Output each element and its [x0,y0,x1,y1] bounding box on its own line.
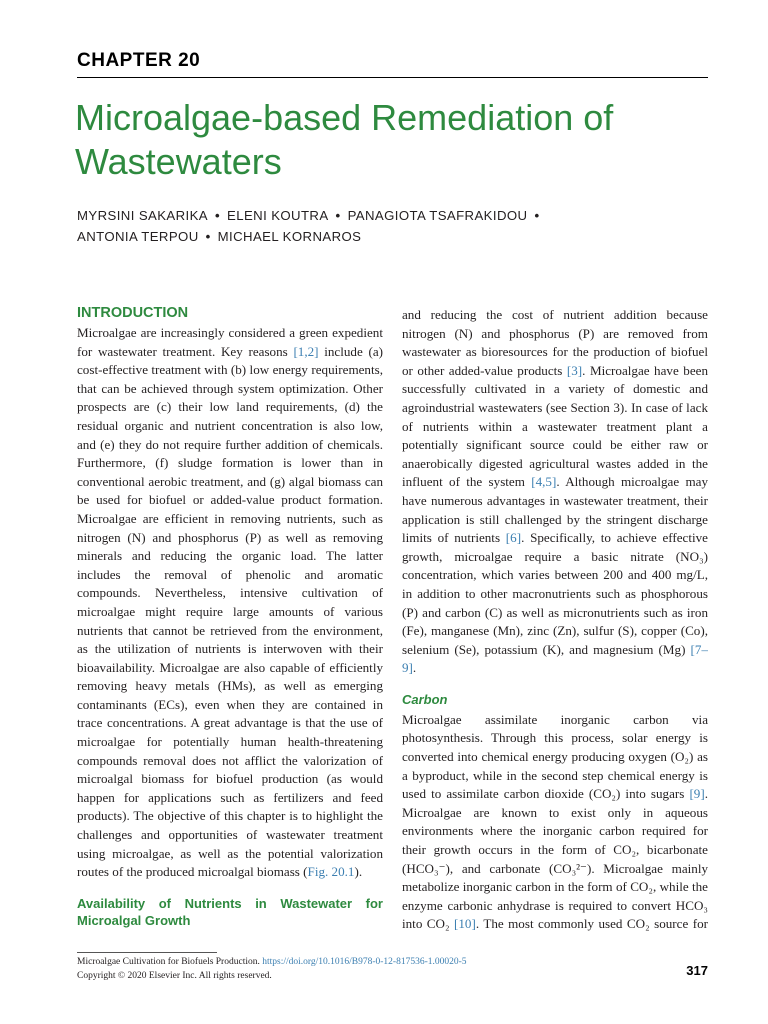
citation-link[interactable]: [4,5] [531,474,557,490]
availability-paragraph-continued: and reducing the cost of nutrient addition because nitrogen (N) and phosphorus (P) are removed from wastewater as bioresources for the production of biofuel or other added-value products [3]. Microalgae have been successfully cultivated in a variety of domestic and agroindustrial wastewaters (see Section 3). In case of lack of nutrients within a wastewater treatment plant a potentially significant source could be either raw or anaerobically digested agricultural wastes added in the influent of the system [4,5]. Although microalgae may have numerous advantages in wastewater treatment, their application is still challenged by the stringent discharge limits of nutrients [6]. Specifically, to achieve effective growth, microalgae require a basic nitrate (NO₃) concentration, which varies between 200 and 400 mg/L, in addition to other macronutrients such as phosphorous (P) and carbon (C) as well as micronutrients such as iron (Fe), manganese (Mn), zinc (Zn), sulfur (S), copper (Co), selenium (Se), potassium (K), and magnesium (Mg) [7–9]. [402,307,708,676]
citation-link[interactable]: [3] [566,362,583,378]
citation-link[interactable]: Fig. 20.1 [307,864,355,880]
author-name: PANAGIOTA TSAFRAKIDOU [347,208,528,223]
citation-link[interactable]: [10] [454,916,476,932]
citation-link[interactable]: [9] [689,786,705,802]
author-list [77,205,717,247]
footer-divider [77,952,217,953]
footer-citation [77,956,467,969]
author-separator: • [205,229,211,244]
doi-link[interactable]: https://doi.org/10.1016/B978-0-12-817536-1.00020-5 [262,957,467,967]
author-separator: • [214,208,221,223]
chapter-title: Microalgae-based Remediation of Wastewaters [75,97,614,182]
citation-link[interactable]: [1,2] [293,343,319,359]
book-title: Microalgae Cultivation for Biofuels Production. [77,957,260,967]
author-name: MYRSINI SAKARIKA [77,208,208,223]
carbon-paragraph: Microalgae assimilate inorganic carbon via photosynthesis. Through this process, solar energy is converted into chemical energy producing oxygen (O₂) as a byproduct, while in the second step chemical energy is used to assimilate carbon dioxide (CO₂) into sugars [9]. Microalgae are known to exist only in aqueous environments where the inorganic carbon required for their growth occurs in the form of CO₂, bicarbonate (HCO₃⁻), and carbonate (CO₃²⁻). Microalgae mainly metabolize inorganic carbon in the form of CO₂, while the enzyme carbonic anhydrase is required to convert HCO₃ into CO₂ [10]. The most commonly used CO₂ source for [402,711,708,932]
citation-link[interactable]: [6] [505,530,522,546]
introduction-heading: INTRODUCTION [77,305,189,321]
title-divider [77,77,708,78]
page-number: 317 [686,963,708,978]
footer-copyright: Copyright © 2020 Elsevier Inc. All rights reserved. [77,971,272,981]
author-separator: • [335,208,341,223]
left-column [77,304,383,930]
author-line-1 [77,205,717,226]
citation-link[interactable]: [7–9] [402,641,708,676]
author-line-2 [77,226,717,247]
carbon-heading: Carbon [402,691,448,707]
introduction-paragraph: Microalgae are increasingly considered a green expedient for wastewater treatment. Key reasons [1,2] include (a) cost-effective treatment with (b) low energy requirements, that can be achieved through system optimization. Other prospects are (c) their low land requirements, (d) the residual organic and nutrient concentration is also low, and (e) they do not require further addition of chemicals. Furthermore, (f) sludge formation is lower than in conventional aerobic treatment, and (g) algal biomass can be used for biofuel or added-value product formation. Microalgae are efficient in removing nutrients, such as nitrogen (N) and phosphorus (P) as well as removing minerals and reducing the organic load. The latter includes the removal of phenolic and aromatic compounds. Nevertheless, intensive cultivation of microalgae might require large amounts of various nutrients that cannot be retrieved from the environment, as the utilization of nutrients is interwoven with their bioavailability. Microalgae are also capable of efficiently removing heavy metals (HMs), as well as emerging contaminants (ECs), even when they are contained in trace concentrations. A great advantage is that the use of microalgae for potentially human health-threatening compounds removal does not afflict the valorization of microalgal biomass for biofuel production (as would happen for applications such as fertilizers and feed products). The objective of this chapter is to highlight the challenges and opportunities of wastewater treatment using microalgae, as well as the potential valorization routes of the produced microalgal biomass (Fig. 20.1). [77,325,383,880]
chapter-label: CHAPTER 20 [77,50,201,71]
author-name: ANTONIA TERPOU [77,229,199,244]
availability-heading: Availability of Nutrients in Wastewater for Microalgal Growth [77,895,383,928]
right-column [402,306,708,932]
author-name: ELENI KOUTRA [227,208,329,223]
author-name: MICHAEL KORNAROS [217,229,362,244]
author-separator: • [534,208,540,223]
